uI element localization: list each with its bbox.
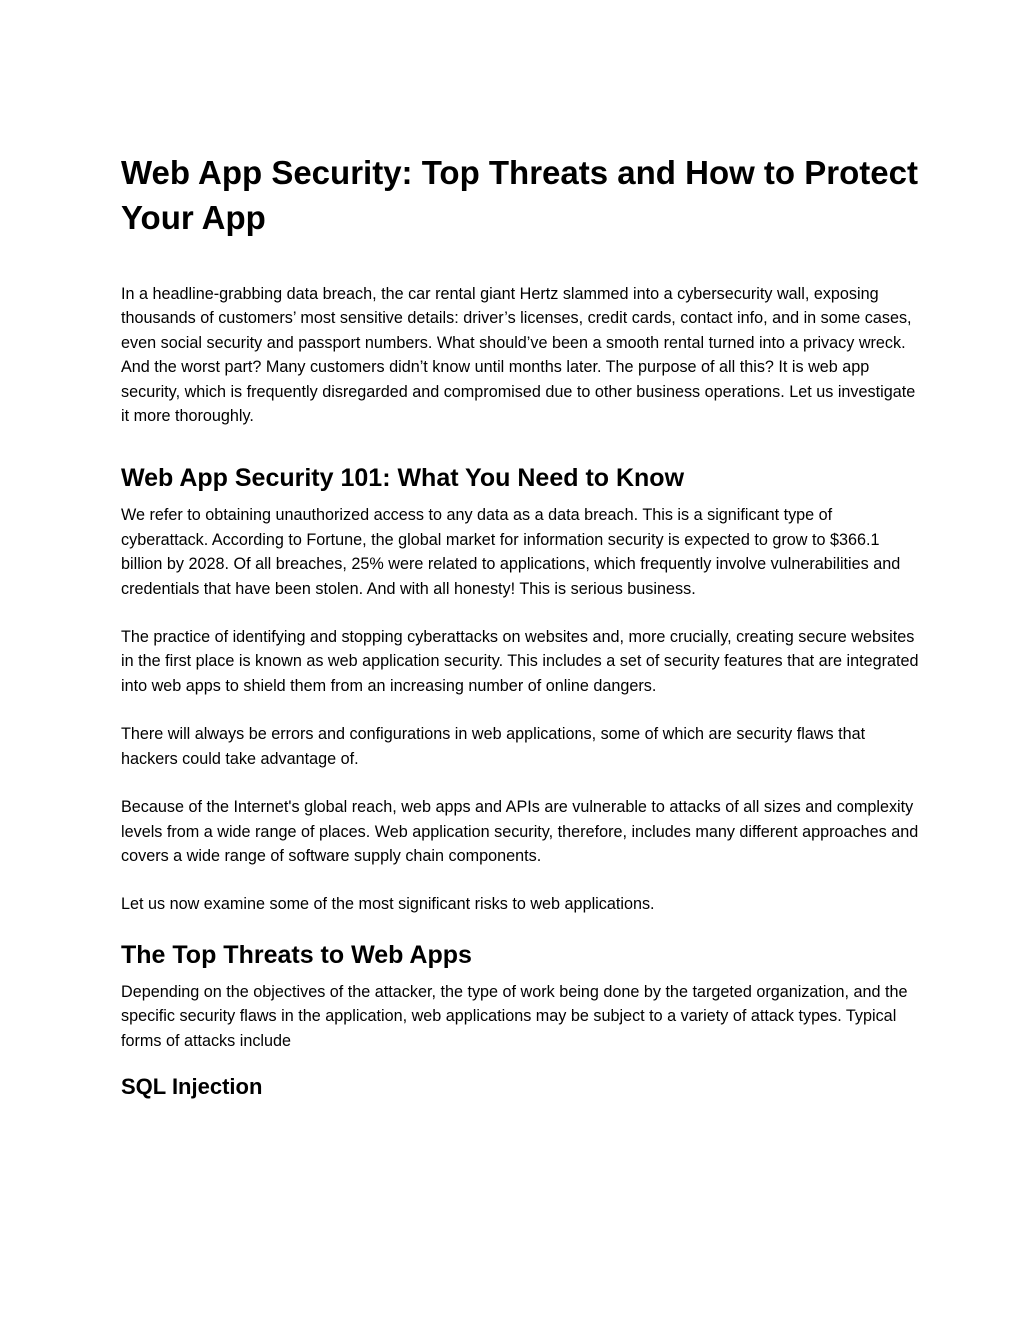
section1-paragraph-1: We refer to obtaining unauthorized access to any data as a data breach. This is a significant type of cyberattack. According to Fortune, the global market for information security is expected to grow to $366.1 billion by 2028. Of all breaches, 25% were related to applications, which frequently involve vulnerabilities and credentials that have been stolen. And with all honesty! This is serious business. bbox=[121, 506, 901, 598]
subsection-heading-sql-injection: SQL Injection bbox=[121, 1073, 263, 1099]
section1-paragraph-4: Because of the Internet's global reach, web apps and APIs are vulnerable to attacks of all sizes and complexity levels from a wide range of places. Web application security, therefore, includes many different approaches and covers a wide range of software supply chain components. bbox=[121, 798, 919, 865]
section-heading-top-threats: The Top Threats to Web Apps bbox=[121, 940, 472, 969]
section-heading-web-app-security-101: Web App Security 101: What You Need to Know bbox=[121, 464, 685, 493]
section2-paragraph-1: Depending on the objectives of the attacker, the type of work being done by the targeted organization, and the specific security flaws in the application, web applications may be subject to a variety of attack types. Typical forms of attacks include bbox=[121, 982, 908, 1050]
page-title: Web App Security: Top Threats and How to Protect Your App bbox=[121, 154, 918, 236]
section1-paragraph-2: The practice of identifying and stopping cyberattacks on websites and, more crucially, creating secure websites in the first place is known as web application security. This includes a set of security features that are integrated into web apps to shield them from an increasing number of online dangers. bbox=[121, 628, 919, 695]
document-page bbox=[121, 150, 921, 1101]
section1-paragraph-3: There will always be errors and configurations in web applications, some of which are security flaws that hackers could take advantage of. bbox=[121, 725, 866, 768]
intro-paragraph: In a headline-grabbing data breach, the car rental giant Hertz slammed into a cybersecurity wall, exposing thousands of customers’ most sensitive details: driver’s licenses, credit cards, contact info, and in some cases, even social security and passport numbers. What should’ve been a smooth rental turned into a privacy wreck. And the worst part? Many customers didn’t know until months later. The purpose of all this? It is web app security, which is frequently disregarded and compromised due to other business operations. Let us investigate it more thoroughly. bbox=[121, 285, 916, 426]
section1-paragraph-5: Let us now examine some of the most significant risks to web applications. bbox=[121, 895, 655, 914]
